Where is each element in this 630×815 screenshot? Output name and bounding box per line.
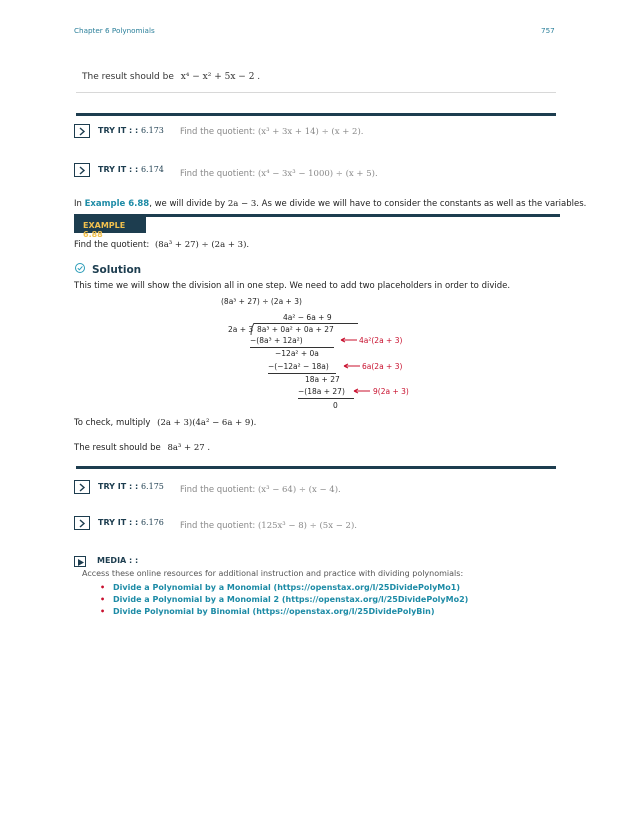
result-expr: x⁴ − x² + 5x − 2 [180,72,255,82]
remainder3: 0 [333,401,338,410]
step1: −(8a³ + 12a²) [250,336,303,345]
chevron-right-icon[interactable] [74,480,90,494]
media-description: Access these online resources for additional instruction and practice with dividing polynomials: [82,569,464,578]
resource-link[interactable]: Divide Polynomial by Binomial (https://openstax.org/l/25DividePolyBin) [113,607,435,616]
remainder2: 18a + 27 [305,375,340,384]
example-question: Find the quotient: (8a³ + 27) ÷ (2a + 3). [74,240,250,250]
result-prefix: The result should be [82,72,174,82]
try-it-question: Find the quotient: (x³ − 64) ÷ (x − 4). [180,485,341,495]
resource-link[interactable]: Divide a Polynomial by a Monomial 2 (https://openstax.org/l/25DividePolyMo2) [113,595,469,604]
chevron-right-icon[interactable] [74,124,90,138]
division-bar [254,323,358,324]
example-tag: EXAMPLE 6.88 [74,217,146,233]
try-it-label: TRY IT : : 6.173 [98,126,164,135]
try-it-question: Find the quotient: (x⁴ − 3x³ − 1000) ÷ (x + 5). [180,169,378,179]
play-icon[interactable] [74,556,86,567]
bullet: • [100,595,106,604]
divider [76,92,556,93]
checkmark-circle-icon [75,263,85,273]
check-line: To check, multiply (2a + 3)(4a² − 6a + 9). [74,418,257,428]
step2: −(−12a² − 18a) [268,362,329,371]
subtraction-line [298,398,354,399]
try-it-label: TRY IT : : 6.176 [98,518,164,527]
section-rule [76,113,556,116]
try-it-question: Find the quotient: (125x³ − 8) ÷ (5x − 2). [180,521,357,531]
chapter-title: Chapter 6 Polynomials [74,26,155,35]
arrow-left-icon [340,337,358,343]
try-it-question: Find the quotient: (x³ + 3x + 14) ÷ (x + 2). [180,127,364,137]
result-suffix: . [257,72,261,82]
result-line-2: The result should be 8a³ + 27 . [74,443,211,453]
step3: −(18a + 27) [298,387,345,396]
chevron-right-icon[interactable] [74,516,90,530]
step1-note: 4a²(2a + 3) [359,336,403,345]
try-it-label: TRY IT : : 6.175 [98,482,164,491]
solution-heading: Solution [92,264,142,276]
step3-note: 9(2a + 3) [373,387,409,396]
resource-link[interactable]: Divide a Polynomial by a Monomial (https://openstax.org/l/25DividePolyMo1) [113,583,460,592]
subtraction-line [250,347,334,348]
step2-note: 6a(2a + 3) [362,362,403,371]
media-label: MEDIA : : [97,556,139,565]
bullet: • [100,607,106,616]
subtraction-line [268,373,336,374]
solution-text: This time we will show the division all in one step. We need to add two placeholders in order to divide. [74,281,511,291]
example-banner [74,214,560,239]
section-rule [76,466,556,469]
division-bracket [250,323,256,335]
dividend: 8a³ + 0a² + 0a + 27 [257,325,334,334]
quotient: 4a² − 6a + 9 [283,313,332,322]
try-it-label: TRY IT : : 6.174 [98,165,164,174]
page-number: 757 [541,26,555,35]
result-line-1 [82,72,260,82]
chevron-right-icon[interactable] [74,163,90,177]
division-problem: (8a³ + 27) ÷ (2a + 3) [221,297,302,306]
example-link[interactable]: Example 6.88 [84,199,150,209]
remainder1: −12a² + 0a [275,349,319,358]
arrow-left-icon [353,388,371,394]
bullet: • [100,583,106,592]
arrow-left-icon [343,363,361,369]
divisor: 2a + 3 [228,325,254,334]
intro-paragraph: In Example 6.88, we will divide by 2a − 3. As we divide we will have to consider the constants as well as the variables. [74,199,587,209]
